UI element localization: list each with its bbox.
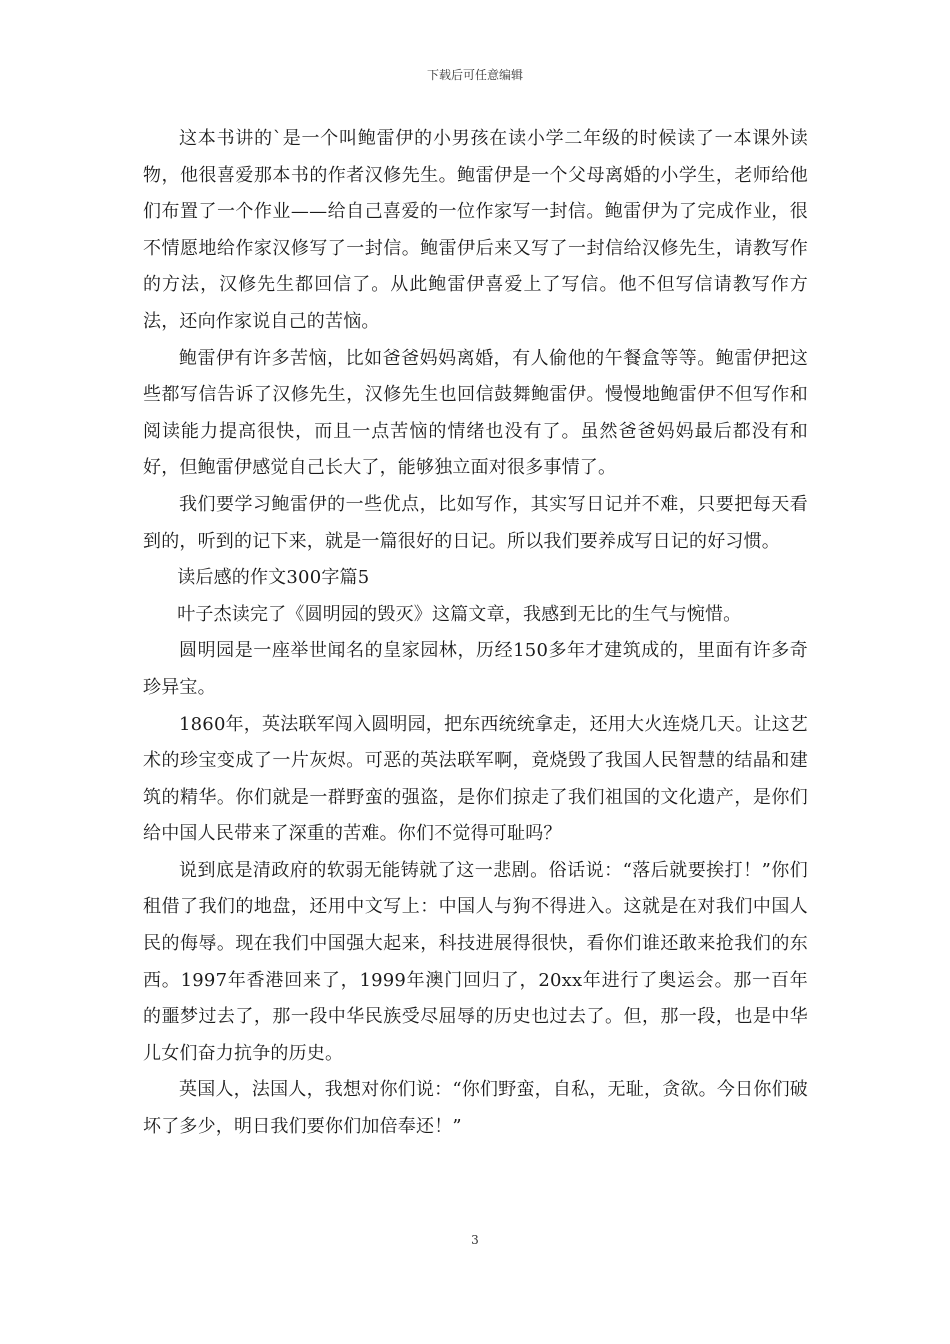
- paragraph-yuanmingyuan: 圆明园是一座举世闻名的皇家园林，历经150多年才建筑成的，里面有许多奇珍异宝。: [143, 640, 808, 698]
- paragraph-intro: 叶子杰读完了《圆明园的毁灭》这篇文章，我感到无比的生气与惋惜。: [177, 603, 742, 625]
- paragraph-1860: 1860年，英法联军闯入圆明园，把东西统统拿走，还用大火连烧几天。让这艺术的珍宝变成了一片灰烬。可恶的英法联军啊，竟烧毁了我国人民智慧的结晶和建筑的精华。你们就是一群野蛮的强盗，是你们掠走了我们祖国的文化遗产，是你们给中国人民带来了深重的苦难。你们不觉得可耻吗？: [143, 713, 809, 845]
- paragraph-message: 英国人，法国人，我想对你们说：“你们野蛮，自私，无耻，贪欲。今日你们破坏了多少，明日我们要你们加倍奉还！”: [143, 1079, 808, 1138]
- page-header: 下载后可任意编辑: [426, 68, 523, 82]
- page-number: 3: [471, 1233, 479, 1247]
- paragraph-troubles: 鲍雷伊有许多苦恼，比如爸爸妈妈离婚，有人偷他的午餐盒等等。鲍雷伊把这些都写信告诉了汉修先生，汉修先生也回信鼓舞鲍雷伊。慢慢地鲍雷伊不但写作和阅读能力提高很快，而且一点苦恼的情绪也没有了。虽然爸爸妈妈最后都没有和好，但鲍雷伊感觉自己长大了，能够独立面对很多事情了。: [143, 347, 808, 479]
- document-body: [143, 121, 808, 1146]
- section-heading: 读后感的作文300字篇5: [177, 567, 370, 589]
- paragraph-qing-government: 说到底是清政府的软弱无能铸就了这一悲剧。俗话说：“落后就要挨打！”你们租借了我们的地盘，还用中文写上：中国人与狗不得进入。这就是在对我们中国人民的侮辱。现在我们中国强大起来，科技进展得很快，看你们谁还敢来抢我们的东西。1997年香港回来了，1999年澳门回归了，20xx年进行了奥运会。那一百年的噩梦过去了，那一段中华民族受尽屈辱的历史也过去了。但，那一段，也是中华儿女们奋力抗争的历史。: [143, 859, 808, 1064]
- paragraph-book-summary: 这本书讲的`是一个叫鲍雷伊的小男孩在读小学二年级的时候读了一本课外读物，他很喜爱那本书的作者汉修先生。鲍雷伊是一个父母离婚的小学生，老师给他们布置了一个作业——给自己喜爱的一位作家写一封信。鲍雷伊为了完成作业，很不情愿地给作家汉修写了一封信。鲍雷伊后来又写了一封信给汉修先生，请教写作的方法，汉修先生都回信了。从此鲍雷伊喜爱上了写信。他不但写信请教写作方法，还向作家说自己的苦恼。: [143, 128, 808, 332]
- paragraph-lesson: 我们要学习鲍雷伊的一些优点，比如写作，其实写日记并不难，只要把每天看到的，听到的记下来，就是一篇很好的日记。所以我们要养成写日记的好习惯。: [143, 493, 808, 552]
